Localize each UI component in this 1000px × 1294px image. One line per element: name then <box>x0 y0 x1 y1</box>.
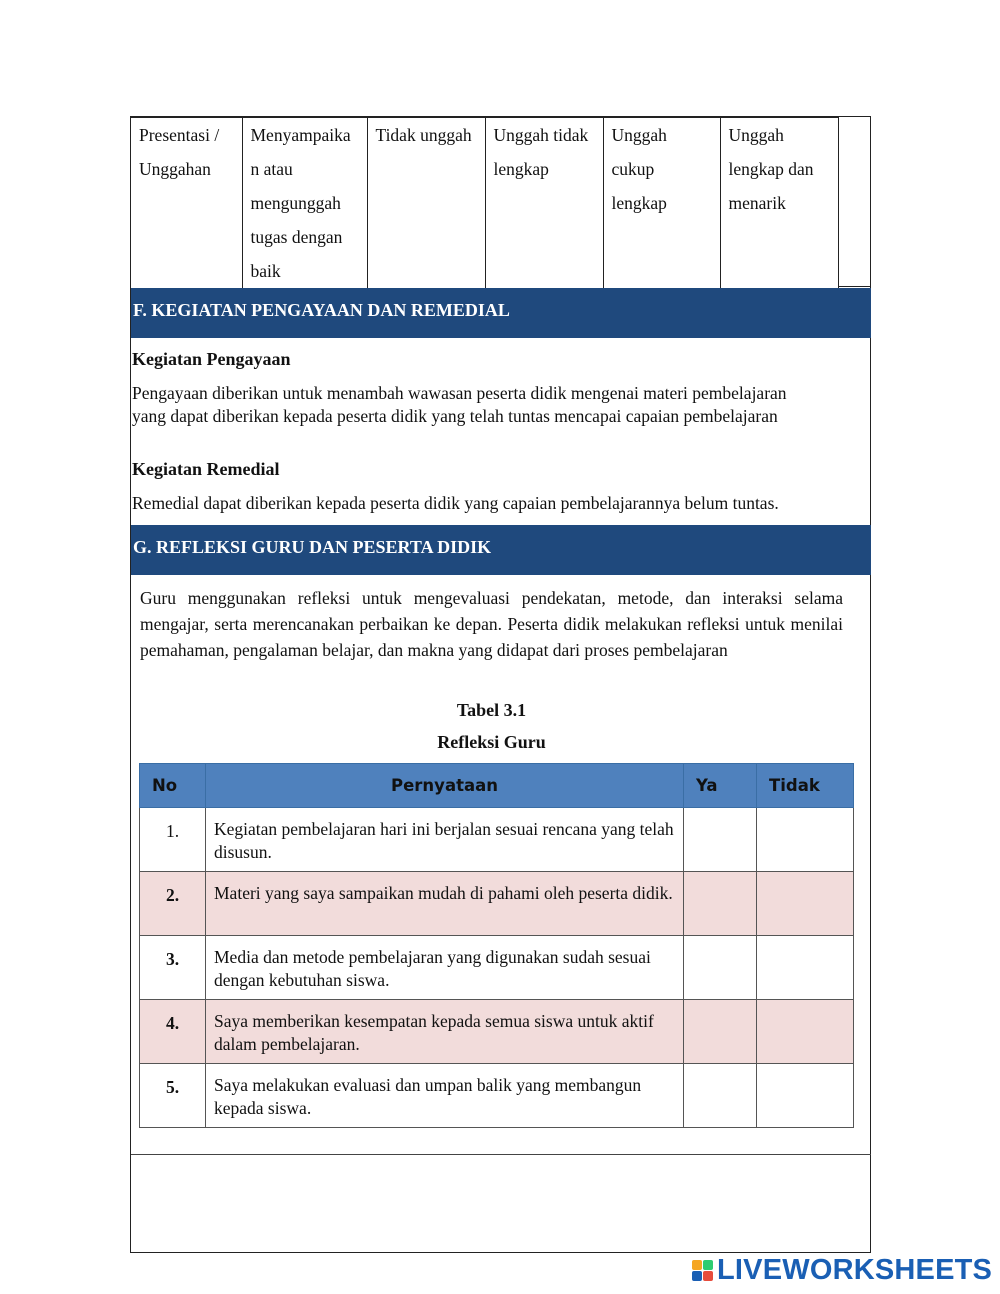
table-header-row <box>140 764 854 808</box>
section-g-header: G. REFLEKSI GURU DAN PESERTA DIDIK <box>131 525 871 575</box>
row-number: 5. <box>140 1064 206 1128</box>
rubric-criterion: Presentasi / Unggahan <box>131 118 242 289</box>
answer-no-cell[interactable] <box>757 872 854 936</box>
header-yes: Ya <box>684 764 757 808</box>
row-statement: Media dan metode pembelajaran yang digunakan sudah sesuai dengan kebutuhan siswa. <box>206 936 684 1000</box>
rubric-description: Menyampaikan atau mengunggah tugas dengan baik <box>242 118 367 289</box>
answer-no-cell[interactable] <box>757 936 854 1000</box>
rubric-row <box>131 118 838 289</box>
liveworksheets-logo <box>692 1254 992 1286</box>
logo-squares-icon <box>692 1260 713 1281</box>
table-number: Tabel 3.1 <box>456 700 527 720</box>
table-row <box>140 1000 854 1064</box>
remedial-text: Remedial dapat diberikan kepada peserta didik yang capaian pembelajarannya belum tuntas. <box>132 493 779 513</box>
table-title: Refleksi Guru <box>437 732 546 752</box>
divider <box>131 1154 871 1155</box>
row-statement: Materi yang saya sampaikan mudah di pahami oleh peserta didik. <box>206 872 684 936</box>
row-number: 3. <box>140 936 206 1000</box>
answer-yes-cell[interactable] <box>684 872 757 936</box>
rubric-level-4: Unggah lengkap dan menarik <box>720 118 838 289</box>
row-number: 4. <box>140 1000 206 1064</box>
answer-yes-cell[interactable] <box>684 1064 757 1128</box>
answer-no-cell[interactable] <box>757 808 854 872</box>
table-row <box>140 1064 854 1128</box>
row-number: 1. <box>140 808 206 872</box>
rubric-level-1: Tidak unggah <box>367 118 485 289</box>
row-statement: Kegiatan pembelajaran hari ini berjalan sesuai rencana yang telah disusun. <box>206 808 684 872</box>
row-statement: Saya memberikan kesempatan kepada semua siswa untuk aktif dalam pembelajaran. <box>206 1000 684 1064</box>
rubric-empty-cell <box>838 117 870 287</box>
answer-yes-cell[interactable] <box>684 936 757 1000</box>
pengayaan-text: Pengayaan diberikan untuk menambah wawasan peserta didik mengenai materi pembelajaran yang dapat diberikan kepada peserta didik yang telah tuntas mencapai capaian pembelajaran <box>132 383 787 426</box>
header-statement: Pernyataan <box>206 764 684 808</box>
rubric-level-3: Unggah cukup lengkap <box>603 118 720 289</box>
header-no: No <box>140 764 206 808</box>
table-row <box>140 936 854 1000</box>
row-number: 2. <box>140 872 206 936</box>
reflection-table <box>139 763 854 1128</box>
answer-no-cell[interactable] <box>757 1064 854 1128</box>
section-f-header: F. KEGIATAN PENGAYAAN DAN REMEDIAL <box>131 288 871 338</box>
answer-yes-cell[interactable] <box>684 1000 757 1064</box>
header-no-answer: Tidak <box>757 764 854 808</box>
pengayaan-heading: Kegiatan Pengayaan <box>132 349 291 369</box>
table-row <box>140 872 854 936</box>
table-row <box>140 808 854 872</box>
answer-no-cell[interactable] <box>757 1000 854 1064</box>
answer-yes-cell[interactable] <box>684 808 757 872</box>
remedial-heading: Kegiatan Remedial <box>132 459 280 479</box>
reflection-intro: Guru menggunakan refleksi untuk mengevaluasi pendekatan, metode, dan interaksi selama mengajar, serta merencanakan perbaikan ke depan. Peserta didik melakukan refleksi untuk menilai pemahaman, pengalaman belajar, dan makna yang didapat dari proses pembelajaran <box>140 588 843 660</box>
row-statement: Saya melakukan evaluasi dan umpan balik yang membangun kepada siswa. <box>206 1064 684 1128</box>
rubric-level-2: Unggah tidak lengkap <box>485 118 603 289</box>
rubric-table <box>131 117 839 289</box>
logo-text: LIVEWORKSHEETS <box>717 1253 993 1286</box>
